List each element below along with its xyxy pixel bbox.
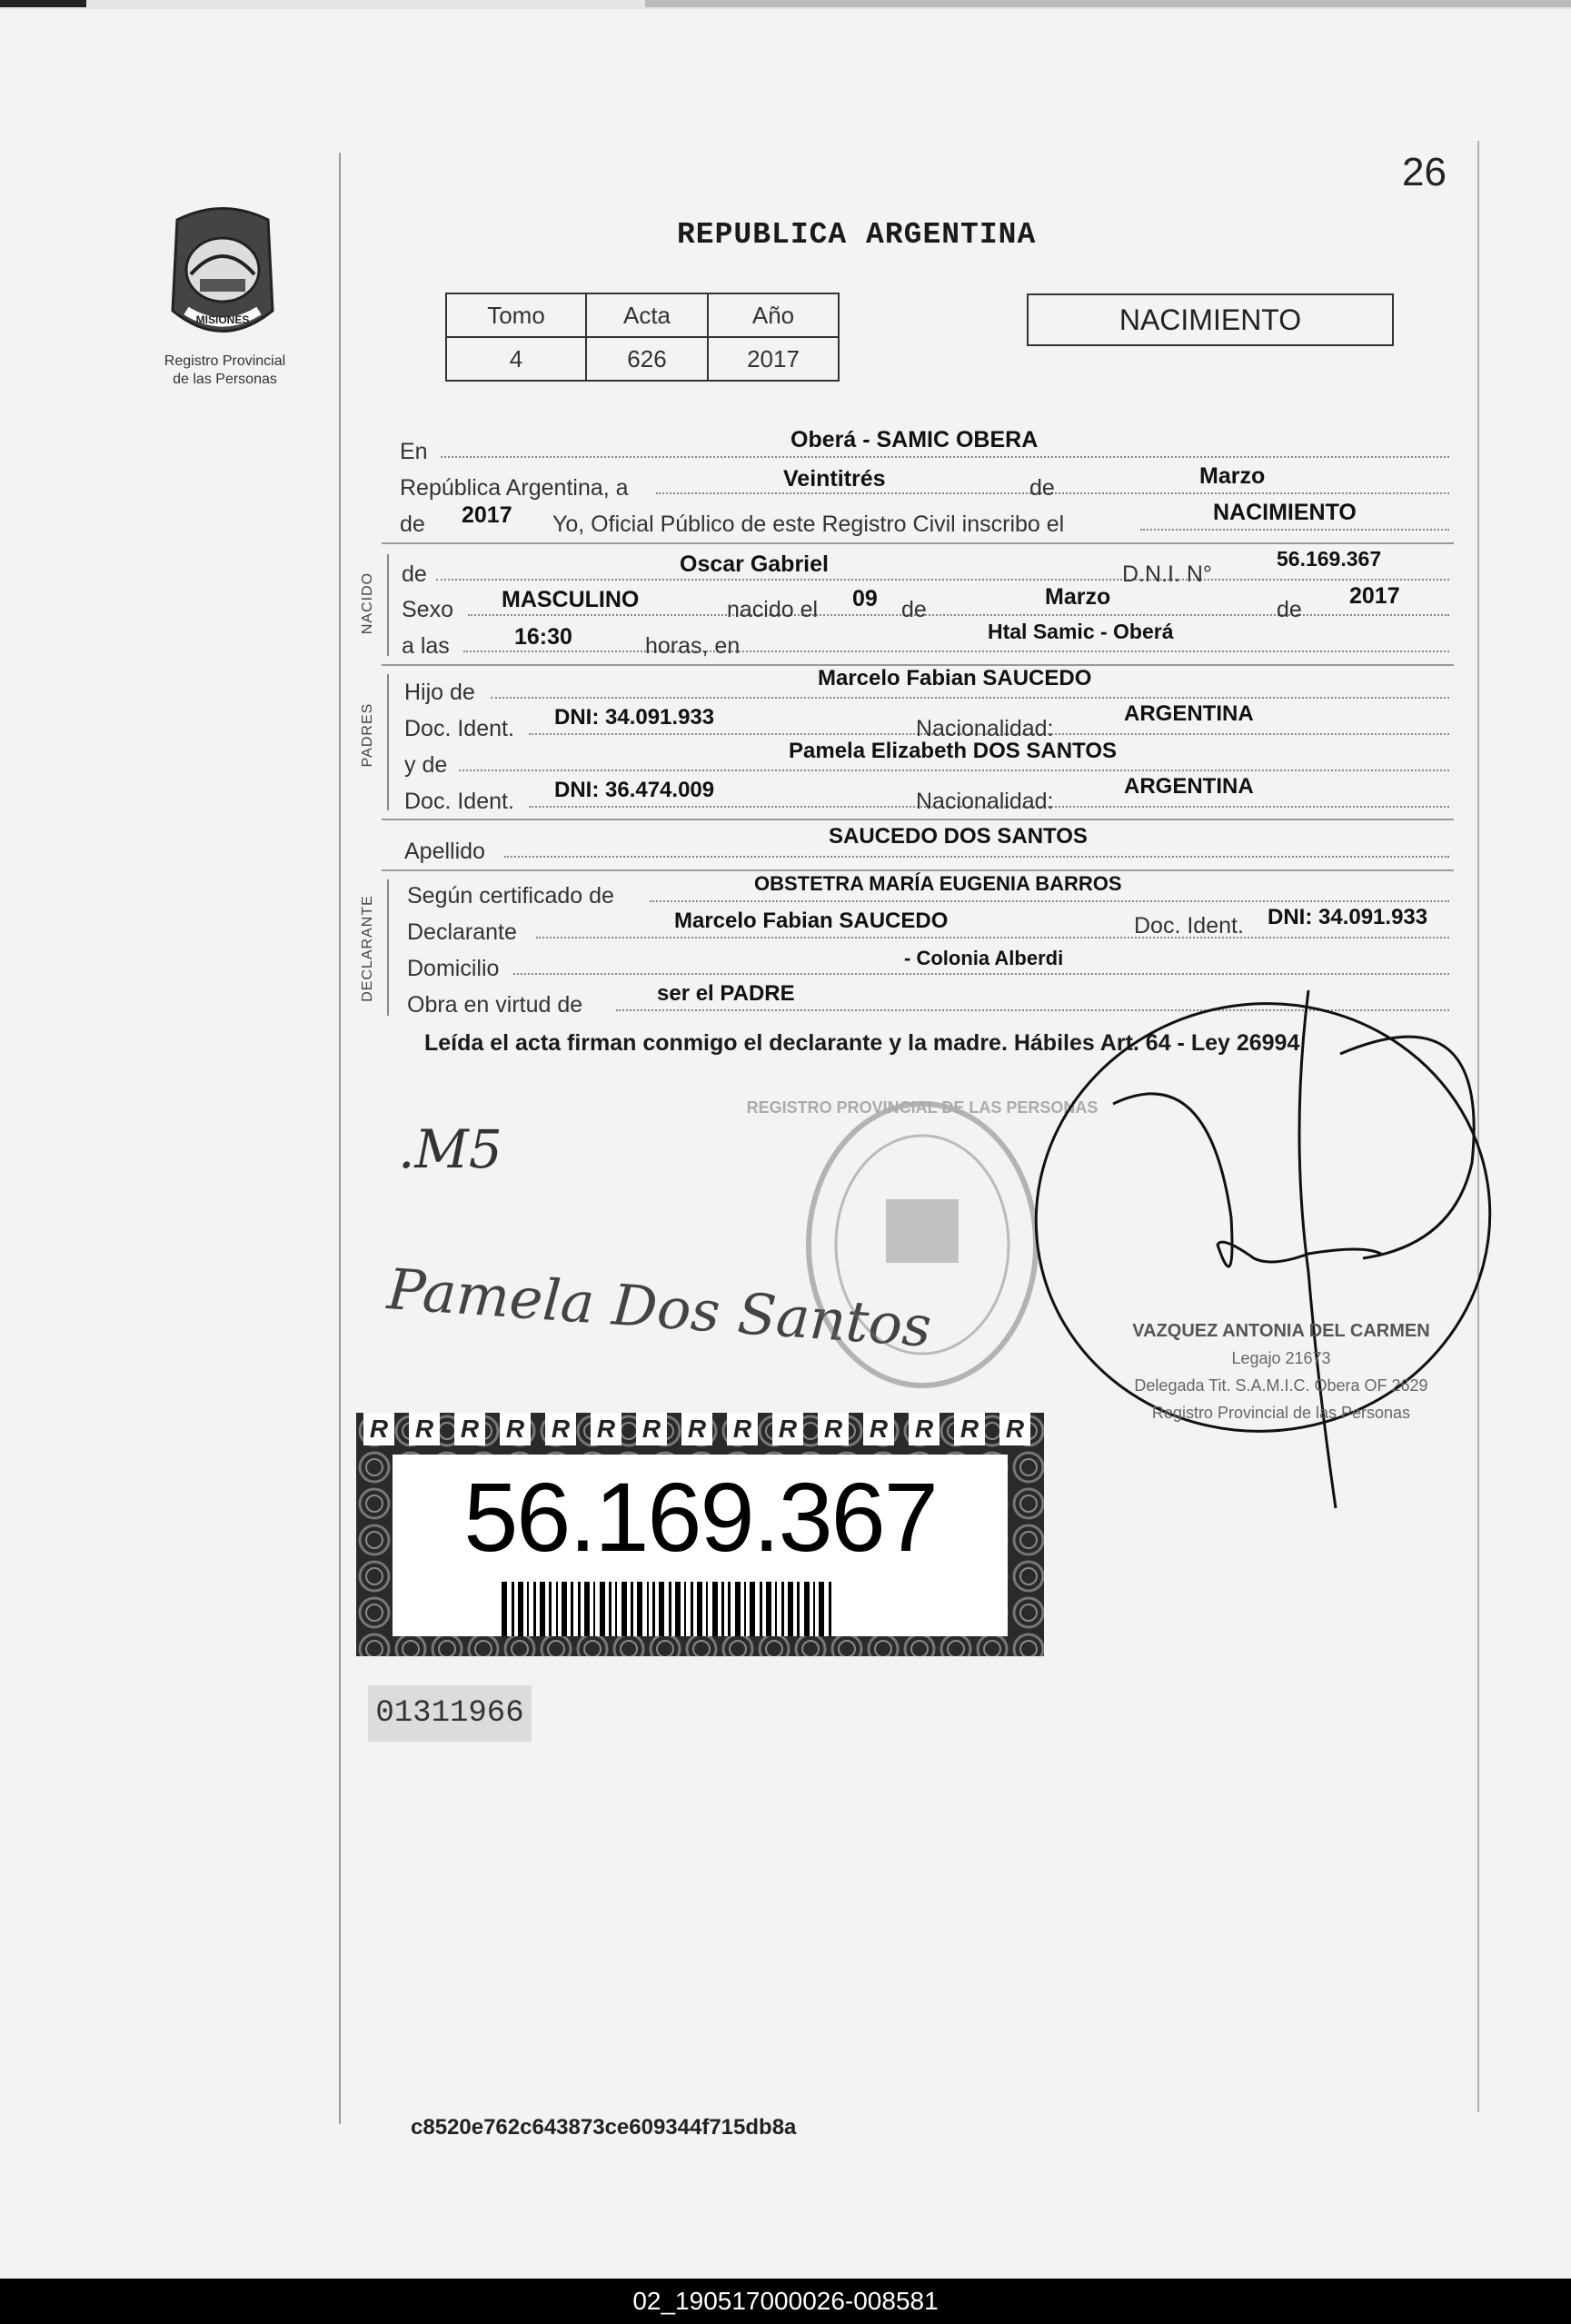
value-lugar: Oberá - SAMIC OBERA	[790, 427, 1039, 452]
barcode-bar	[549, 1582, 552, 1636]
label-segun: Según certificado de	[407, 883, 614, 909]
sticker-r-tile: R	[454, 1413, 485, 1445]
barcode-bar	[621, 1582, 627, 1636]
official-role: Delegada Tit. S.A.M.I.C. Obera OF 2629	[1134, 1376, 1428, 1395]
svg-text:MISIONES: MISIONES	[195, 313, 250, 326]
sticker-r-tile: R	[863, 1413, 894, 1445]
barcode-bar	[527, 1582, 529, 1636]
barcode-bar	[615, 1582, 617, 1636]
barcode-bar	[540, 1582, 545, 1636]
official-signature	[1009, 974, 1518, 1508]
sticker-r-tile: R	[772, 1413, 803, 1445]
barcode-bar	[797, 1582, 800, 1636]
barcode-bar	[829, 1582, 831, 1636]
sticker-r-tile: R	[818, 1413, 849, 1445]
label-de-nacido: de	[402, 561, 427, 587]
value-nac-mes: Marzo	[1045, 584, 1111, 610]
footer-id: 02_190517000026-008581	[632, 2287, 939, 2315]
legal-text: Leída el acta firman conmigo el declarante y la madre. Hábiles Art. 64 - Ley 26994	[424, 1030, 1300, 1056]
side-label-nacido: NACIDO	[360, 571, 375, 635]
page-number: 26	[1402, 150, 1447, 194]
barcode	[502, 1582, 901, 1636]
label-horas-en: horas, en	[645, 633, 741, 659]
barcode-bar	[721, 1582, 724, 1636]
value-declarante: Marcelo Fabian SAUCEDO	[674, 909, 949, 933]
document-hash: c8520e762c643873ce609344f715db8a	[411, 2115, 797, 2140]
seal-text: REGISTRO PROVINCIAL DE LAS PERSONAS	[746, 1098, 1099, 1117]
barcode-bar	[652, 1582, 655, 1636]
sticker-r-tile: R	[500, 1413, 531, 1445]
value-dia: Veintitrés	[783, 466, 886, 492]
barcode-bar	[669, 1582, 671, 1636]
registry-caption-line1: Registro Provincial	[164, 353, 286, 369]
value-nac-dia: 09	[852, 586, 878, 611]
barcode-bar	[512, 1582, 514, 1636]
barcode-bar	[706, 1582, 708, 1636]
side-label-declarante: DECLARANTE	[360, 895, 375, 1002]
barcode-bar	[788, 1582, 793, 1636]
barcode-bar	[697, 1582, 702, 1636]
label-doc-ident: Doc. Ident.	[404, 716, 514, 741]
madre-signature: Pamela Dos Santos	[384, 1256, 934, 1360]
ref-header-tomo: Tomo	[446, 293, 586, 337]
security-sticker	[356, 1413, 1044, 1656]
label-sexo: Sexo	[402, 597, 453, 622]
label-dni: D.N.I. N°	[1122, 561, 1212, 587]
side-label-padres: PADRES	[360, 702, 375, 768]
barcode-bar	[562, 1582, 567, 1636]
barcode-bar	[819, 1582, 824, 1636]
sticker-r-tile: R	[999, 1413, 1030, 1445]
sticker-r-tile: R	[909, 1413, 940, 1445]
barcode-bar	[675, 1582, 681, 1636]
label-en: En	[400, 439, 428, 464]
sticker-r-tile: R	[727, 1413, 758, 1445]
barcode-bar	[600, 1582, 605, 1636]
footer-bar	[0, 2279, 1571, 2324]
label-doc-ident3: Doc. Ident.	[1134, 913, 1244, 939]
value-sexo: MASCULINO	[502, 587, 640, 612]
value-nombre: Oscar Gabriel	[680, 551, 829, 577]
declarante-initials-signature: .M5	[398, 1118, 502, 1180]
ref-value-acta: 626	[586, 337, 708, 381]
value-certificado: OBSTETRA MARÍA EUGENIA BARROS	[754, 872, 1122, 895]
sticker-r-tile: R	[954, 1413, 985, 1445]
ref-header-anio: Año	[708, 293, 839, 337]
barcode-bar	[571, 1582, 573, 1636]
barcode-bar	[584, 1582, 590, 1636]
value-obra: ser el PADRE	[657, 981, 795, 1006]
label-obra: Obra en virtud de	[407, 992, 583, 1018]
barcode-bar	[502, 1582, 507, 1636]
barcode-bar	[766, 1582, 771, 1636]
barcode-bar	[691, 1582, 693, 1636]
ref-value-anio: 2017	[708, 337, 839, 381]
label-inscribo: Yo, Oficial Público de este Registro Civil inscribo el	[552, 511, 1065, 537]
value-domicilio: - Colonia Alberdi	[904, 947, 1064, 969]
barcode-bar	[804, 1582, 810, 1636]
barcode-bar	[518, 1582, 523, 1636]
stamp-number: 01311966	[368, 1685, 532, 1742]
official-registry: Registro Provincial de las Personas	[1151, 1404, 1411, 1422]
label-doc-ident2: Doc. Ident.	[404, 789, 514, 814]
barcode-bar	[744, 1582, 746, 1636]
label-nacido-el: nacido el	[727, 597, 819, 622]
barcode-bar	[631, 1582, 633, 1636]
barcode-bar	[781, 1582, 784, 1636]
value-apellido: SAUCEDO DOS SANTOS	[829, 824, 1088, 849]
value-padre-doc: DNI: 34.091.933	[554, 705, 715, 730]
value-padre: Marcelo Fabian SAUCEDO	[818, 666, 1092, 690]
label-de2: de	[400, 511, 425, 537]
label-de-mes: de	[901, 597, 927, 622]
sticker-r-tile: R	[591, 1413, 621, 1445]
barcode-bar	[750, 1582, 755, 1636]
sticker-r-tile: R	[363, 1413, 394, 1445]
barcode-bar	[760, 1582, 762, 1636]
barcode-bar	[735, 1582, 741, 1636]
registry-caption-line2: de las Personas	[173, 372, 277, 387]
barcode-bar	[684, 1582, 686, 1636]
barcode-bar	[578, 1582, 581, 1636]
value-tipo: NACIMIENTO	[1213, 500, 1357, 525]
label-nacionalidad2: Nacionalidad:	[916, 789, 1054, 814]
document-title: REPUBLICA ARGENTINA	[677, 218, 1037, 252]
label-de: de	[1029, 475, 1055, 501]
value-madre-doc: DNI: 36.474.009	[554, 778, 715, 802]
barcode-bar	[533, 1582, 536, 1636]
barcode-bar	[593, 1582, 595, 1636]
value-nac-anio: 2017	[1349, 583, 1400, 609]
barcode-bar	[609, 1582, 611, 1636]
label-a-las: a las	[402, 633, 450, 659]
sticker-r-tile: R	[681, 1413, 712, 1445]
barcode-bar	[647, 1582, 649, 1636]
value-madre-nac: ARGENTINA	[1124, 774, 1254, 799]
value-mes: Marzo	[1199, 463, 1266, 489]
act-type-box: NACIMIENTO	[1027, 293, 1394, 346]
label-nacionalidad: Nacionalidad:	[916, 716, 1054, 741]
barcode-bar	[659, 1582, 664, 1636]
value-padre-nac: ARGENTINA	[1124, 701, 1254, 726]
barcode-bar	[712, 1582, 718, 1636]
official-name: VAZQUEZ ANTONIA DEL CARMEN	[1132, 1321, 1430, 1341]
label-apellido: Apellido	[404, 839, 485, 864]
barcode-bar	[775, 1582, 777, 1636]
ref-header-acta: Acta	[586, 293, 708, 337]
label-declarante: Declarante	[407, 919, 517, 945]
value-madre: Pamela Elizabeth DOS SANTOS	[789, 739, 1117, 763]
official-signature-block	[1095, 1317, 1467, 1426]
label-republica: República Argentina, a	[400, 475, 629, 501]
sticker-r-tile: R	[545, 1413, 576, 1445]
official-legajo: Legajo 21673	[1231, 1349, 1331, 1367]
barcode-bar	[556, 1582, 558, 1636]
barcode-bar	[813, 1582, 815, 1636]
barcode-bar	[637, 1582, 642, 1636]
label-hijo-de: Hijo de	[404, 680, 475, 705]
value-declarante-doc: DNI: 34.091.933	[1268, 905, 1428, 929]
barcode-bar	[728, 1582, 731, 1636]
label-de-anio: de	[1277, 597, 1302, 622]
value-anio: 2017	[462, 502, 512, 528]
value-dni: 56.169.367	[1277, 547, 1382, 571]
sticker-label	[393, 1455, 1008, 1636]
sticker-number: 56.169.367	[463, 1462, 937, 1572]
sticker-r-tile: R	[409, 1413, 440, 1445]
value-hora: 16:30	[514, 624, 572, 650]
sticker-r-tile: R	[636, 1413, 667, 1445]
label-y-de: y de	[404, 752, 448, 778]
value-lugar-nac: Htal Samic - Oberá	[988, 620, 1174, 643]
ref-value-tomo: 4	[446, 337, 586, 381]
label-domicilio: Domicilio	[407, 956, 500, 981]
